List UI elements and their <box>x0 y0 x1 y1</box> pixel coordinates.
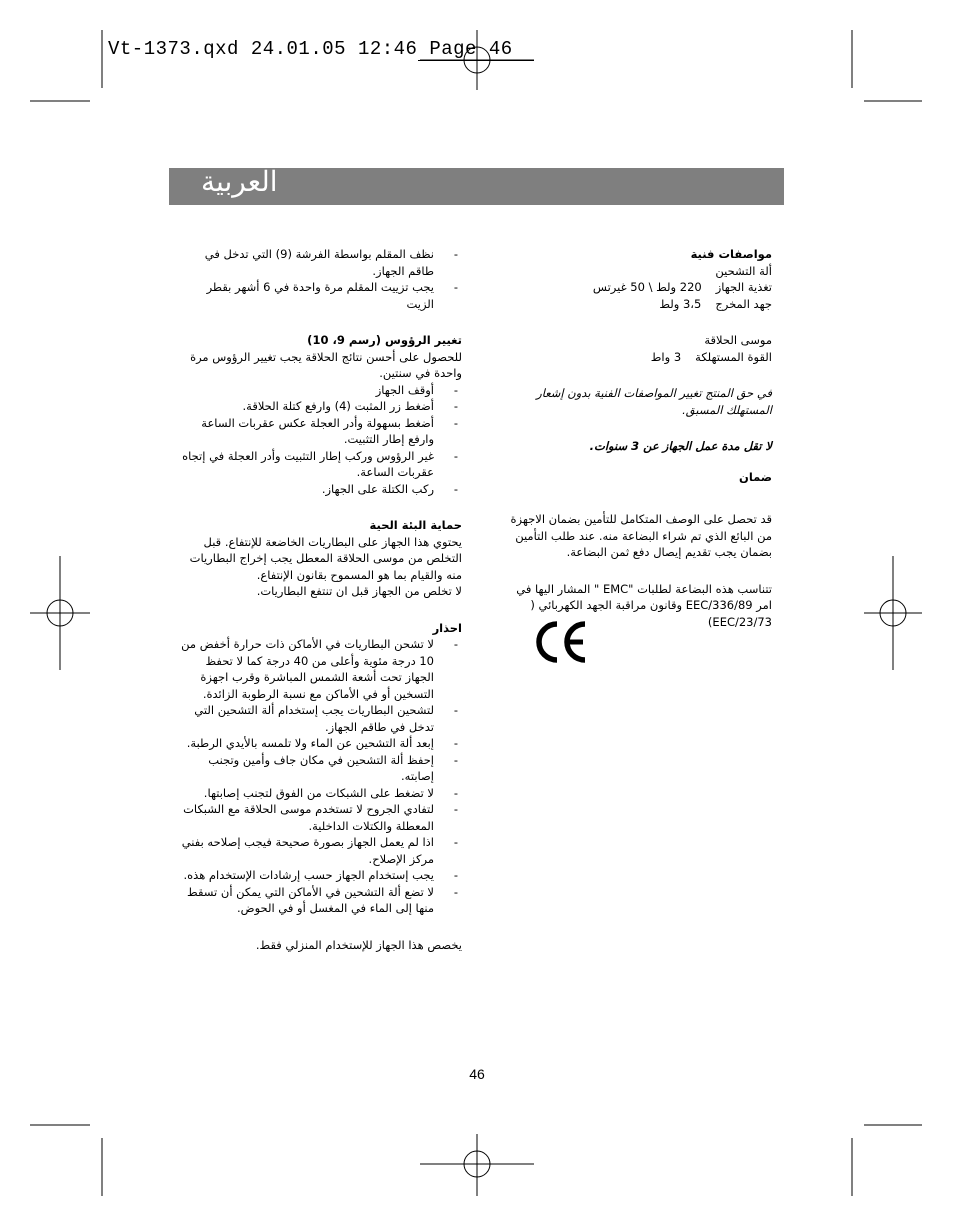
environment-heading: حماية البئة الحية <box>369 518 462 532</box>
spec-value: 3،5 ولط <box>659 296 702 311</box>
spec-key: القوة المستهلكة <box>695 349 772 364</box>
spec-row-output <box>500 296 772 313</box>
heads-heading: تغيير الرؤوس (رسم 9، 10) <box>307 333 462 347</box>
list-item: - أضغط بسهولة وأدر العجلة عكس عقربات الساعة وارفع إطار التثبيت. <box>180 415 462 448</box>
list-item: - نظف المقلم بواسطة الفرشة (9) التي تدخل في طاقم الجهاز. <box>180 246 462 279</box>
language-header-band <box>169 165 784 205</box>
spec-value: 3 واط <box>650 349 682 364</box>
warnings-list <box>180 636 462 917</box>
file-slug: Vt-1373.qxd 24.01.05 12:46 Page 46 <box>108 38 513 60</box>
heads-steps-list <box>180 382 462 498</box>
list-item: - يجب إستخدام الجهاز حسب إرشادات الإستخدام هذه. <box>180 867 462 884</box>
language-title: العربية <box>201 165 278 198</box>
warnings-heading: احذار <box>432 620 462 635</box>
left-column <box>180 246 462 953</box>
cleaning-list <box>180 246 462 312</box>
list-item: - لا تضع ألة التشحين في الأماكن التي يمكن أن تسقط منها إلى الماء في المغسل أو في الحوض. <box>180 884 462 917</box>
list-item: - لا تضغط على الشبكات من الفوق لتجنب إصابتها. <box>180 785 462 802</box>
list-item: - أوقف الجهاز <box>180 382 462 399</box>
list-item: - ركب الكتلة على الجهاز. <box>180 481 462 498</box>
household-note: يخصص هذا الجهاز للإستخدام المنزلي فقط. <box>255 937 462 952</box>
warranty-text: قد تحصل على الوصف المتكامل للتأمين بضمان الاجهزة من البائع الذي تم شراء البضاعة منه. عند طلب التأمين بضمان يجب تقديم إيصال دفع ثمن البضاعة. <box>510 512 772 559</box>
list-item: - لتفادي الجروح لا تستخدم موسى الحلاقة مع الشبكات المعطلة والكتلات الداخلية. <box>180 801 462 834</box>
registration-mark-top <box>420 30 534 90</box>
razor-label: موسى الحلاقة <box>704 333 772 347</box>
list-item: - غير الرؤوس وركب إطار التثبيت وأدر العجلة في إتجاه عقربات الساعة. <box>180 448 462 481</box>
list-item: - أضغط زر المثبت (4) وارفع كتلة الحلاقة. <box>180 398 462 415</box>
ce-mark-icon <box>533 621 589 663</box>
list-item: - اذا لم يعمل الجهاز بصورة صحيحة فيجب إصلاحه بفني مركز الإصلاح. <box>180 834 462 867</box>
registration-mark-bottom <box>420 1134 534 1196</box>
list-item: - إحفظ ألة التشحين في مكان جاف وأمين وتجنب إصابته. <box>180 752 462 785</box>
charger-label: ألة التشحين <box>715 263 772 278</box>
spec-key: تغذية الجهاز <box>715 280 772 294</box>
specs-heading: مواصفات فنية <box>690 247 772 261</box>
warranty-heading: ضمان <box>739 469 772 484</box>
list-item: - إبعد ألة التشحين عن الماء ولا تلمسه بالأيدي الرطبة. <box>180 735 462 752</box>
emc-compliance-text: تتناسب هذه البضاعة لطلبات "EMC " المشار اليها في امر EEC/336/89 وقانون مراقبة الجهد الكهربائي ( EEC/23/73) <box>516 581 772 629</box>
spec-value: 220 ولط \ 50 غيرتس <box>592 280 702 294</box>
spec-key: جهد المخرج <box>715 296 772 311</box>
specs-notice: في حق المنتج تغيير المواصفات الفنية بدون إشعار المستهلك المسبق. <box>536 386 772 417</box>
spec-row-supply <box>500 279 772 296</box>
heads-intro: للحصول على أحسن نتائج الحلاقة يجب تغيير الرؤوس مرة واحدة في سنتين. <box>190 349 462 380</box>
environment-text-2: لا تخلص من الجهاز قبل ان تنتفع البطاريات. <box>256 584 462 598</box>
list-item: - لتشحين البطاريات يجب إستخدام ألة التشحين التي تدخل في طاقم الجهاز. <box>180 702 462 735</box>
environment-text: يحتوي هذا الجهاز على البطاريات الخاضعة للإنتفاع. قبل التخلص من موسى الحلاقة المعطل يجب إخراج البطاريات منه والقيام بما هو المسموح بقانون الإنتفاع. <box>189 534 462 582</box>
list-item: - لا تشحن البطاريات في الأماكن ذات حرارة أخفض من 10 درجة مئوية وأعلى من 40 درجة كما لا تحفظ الجهاز تحت أشعة الشمس المباشرة وقرب اجهزة التسخين أو في الأماكن مع نسبة الرطوبة الزائدة. <box>180 636 462 702</box>
list-item: - يجب تزييت المقلم مرة واحدة في 6 أشهر بقطر الزيت <box>180 279 462 312</box>
right-column <box>500 246 772 630</box>
lifetime-note: لا تقل مدة عمل الجهاز عن 3 سنوات. <box>589 439 772 453</box>
registration-mark-right <box>864 556 922 670</box>
page-number: 46 <box>469 1066 485 1082</box>
registration-mark-left <box>30 556 90 670</box>
spec-row-power <box>500 349 772 366</box>
